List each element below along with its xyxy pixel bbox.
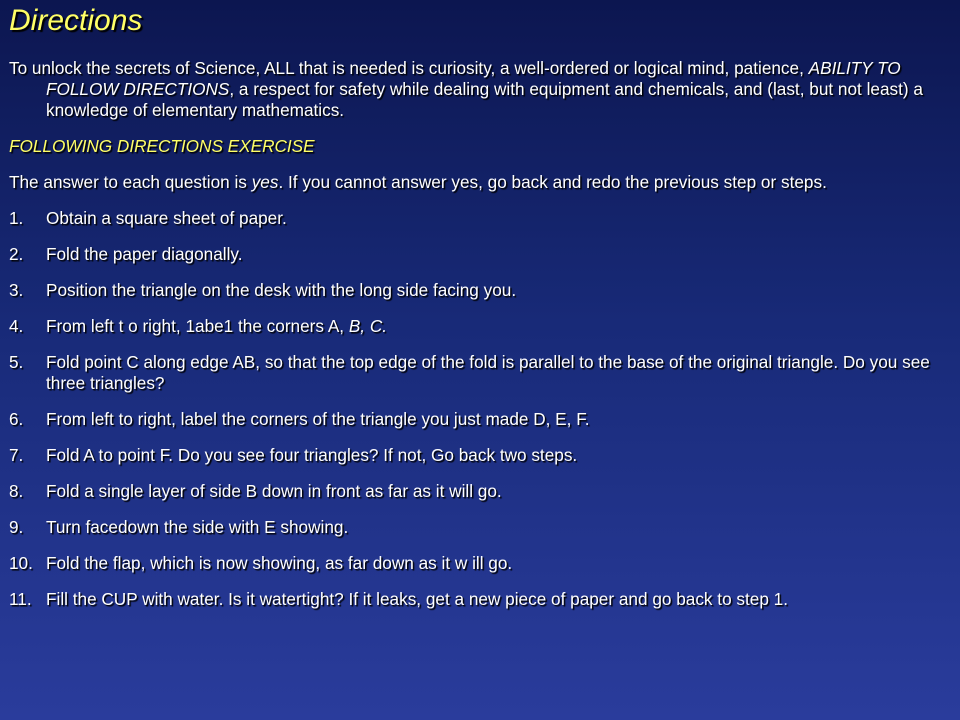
step-number: 11. xyxy=(9,589,32,609)
step-item xyxy=(9,481,955,502)
intro-paragraph xyxy=(9,58,955,121)
step-number: 6. xyxy=(9,409,24,429)
step-emphasis: B, C. xyxy=(348,316,388,336)
step-text: Fold the flap, which is now showing, as far down as it w ill go. xyxy=(46,553,513,573)
instruction-text-end: . If you cannot answer yes, go back and redo the previous step or steps. xyxy=(278,172,827,192)
step-item xyxy=(9,352,955,394)
step-number: 3. xyxy=(9,280,24,300)
intro-text-start: To unlock the secrets of Science, ALL that is needed is curiosity, a well-ordered or logical mind, patience, xyxy=(9,58,809,78)
step-item xyxy=(9,280,955,301)
step-number: 4. xyxy=(9,316,24,336)
step-text: Fold the paper diagonally. xyxy=(46,244,243,264)
step-number: 2. xyxy=(9,244,24,264)
step-number: 9. xyxy=(9,517,24,537)
step-text: Fold A to point F. Do you see four triangles? If not, Go back two steps. xyxy=(46,445,578,465)
step-item xyxy=(9,316,955,337)
step-item xyxy=(9,589,955,610)
step-text: Obtain a square sheet of paper. xyxy=(46,208,287,228)
slide-body xyxy=(9,58,955,625)
step-number: 8. xyxy=(9,481,24,501)
step-text: From left to right, label the corners of the triangle you just made D, E, F. xyxy=(46,409,590,429)
instruction-text-start: The answer to each question is xyxy=(9,172,252,192)
step-item xyxy=(9,244,955,265)
step-item xyxy=(9,409,955,430)
step-item xyxy=(9,553,955,574)
slide-title: Directions xyxy=(9,4,143,37)
step-number: 5. xyxy=(9,352,24,372)
instruction-paragraph xyxy=(9,172,955,193)
step-text: Fold a single layer of side B down in front as far as it will go. xyxy=(46,481,502,501)
step-text: Fill the CUP with water. Is it watertight? If it leaks, get a new piece of paper and go back to step 1. xyxy=(46,589,788,609)
step-item xyxy=(9,445,955,466)
step-item xyxy=(9,208,955,229)
step-number: 10. xyxy=(9,553,33,573)
exercise-heading: FOLLOWING DIRECTIONS EXERCISE xyxy=(9,136,315,156)
step-text: Fold point C along edge AB, so that the top edge of the fold is parallel to the base of the original triangle. Do you see three triangles? xyxy=(46,352,930,393)
steps-list xyxy=(9,208,955,610)
instruction-emphasis: yes xyxy=(251,172,279,192)
step-number: 1. xyxy=(9,208,24,228)
step-item xyxy=(9,517,955,538)
step-text: From left t o right, 1abe1 the corners A, xyxy=(46,316,349,336)
step-text: Position the triangle on the desk with the long side facing you. xyxy=(46,280,517,300)
step-number: 7. xyxy=(9,445,24,465)
step-text: Turn facedown the side with E showing. xyxy=(46,517,349,537)
intro-text-end: , a respect for safety while dealing with equipment and chemicals, and (last, but not least) a knowledge of elementary mathematics. xyxy=(46,79,923,120)
intro-emphasis: ABILITY TO FOLLOW DIRECTIONS xyxy=(46,58,901,99)
